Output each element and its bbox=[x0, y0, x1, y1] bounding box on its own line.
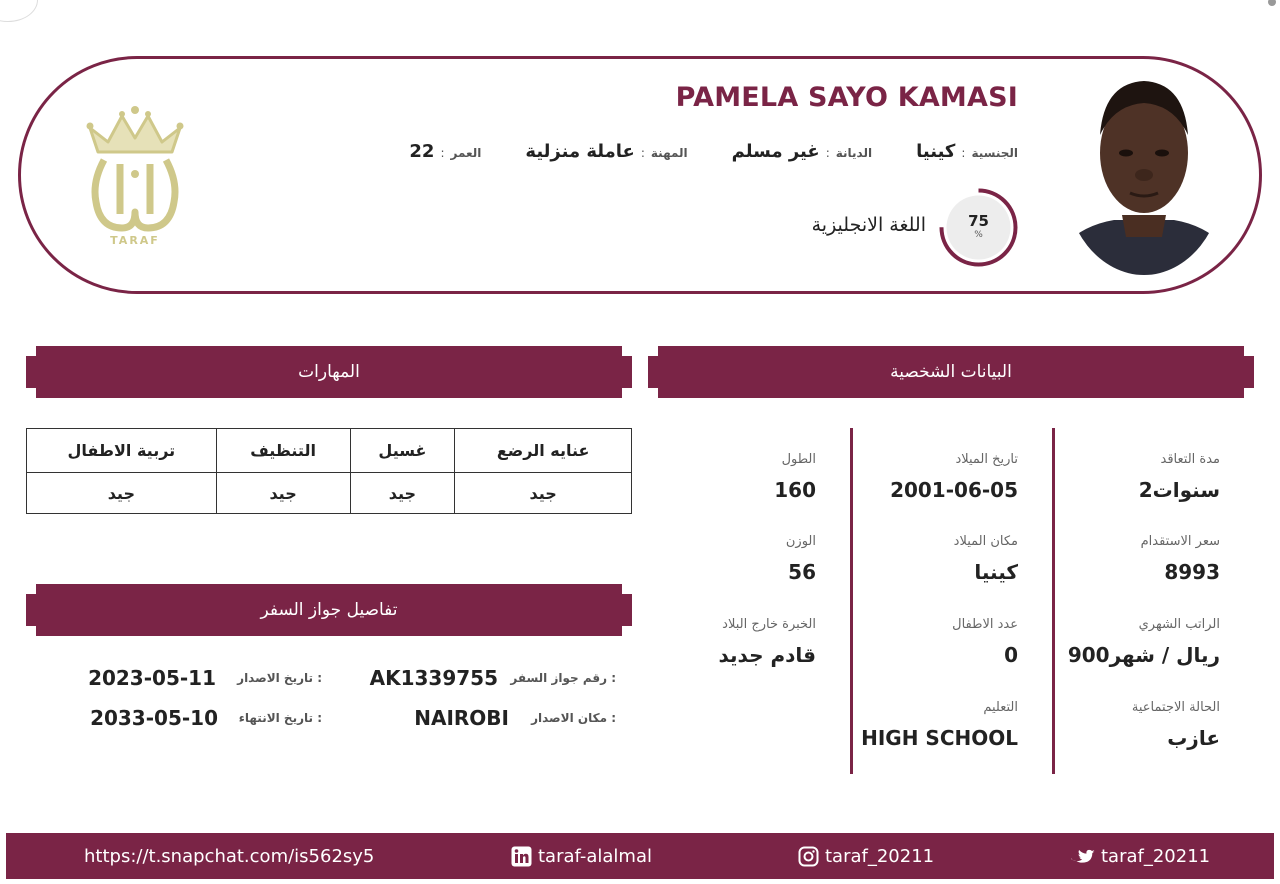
contract-duration-value: 2سنوات bbox=[1138, 478, 1220, 502]
language-percent: 75 bbox=[968, 212, 989, 230]
nationality-field bbox=[916, 141, 1018, 162]
passport-expiry-date-label: تاريخ الانتهاء : bbox=[238, 711, 322, 725]
passport-issue-place-label: مكان الاصدار : bbox=[531, 711, 616, 725]
monthly-salary-label: الراتب الشهري bbox=[1138, 617, 1220, 632]
marital-status-value: عازب bbox=[1167, 726, 1220, 750]
birth-place-label: مكان الميلاد bbox=[953, 534, 1018, 549]
profession-label: المهنة bbox=[650, 145, 688, 160]
passport-issue-date-value: 2023-05-11 bbox=[88, 666, 216, 690]
skill-value-cleaning: جيد bbox=[216, 473, 350, 514]
twitter-icon bbox=[1071, 846, 1095, 866]
nationality-value: كينيا bbox=[916, 140, 956, 162]
logo-wordmark: TARAF bbox=[110, 234, 160, 247]
education-label: التعليم bbox=[983, 700, 1018, 715]
passport-section-title: تفاصيل جواز السفر bbox=[260, 600, 398, 620]
skill-value-washing: جيد bbox=[350, 473, 455, 514]
nationality-label: الجنسية bbox=[971, 145, 1018, 160]
height-value: 160 bbox=[774, 478, 816, 502]
children-count-value: 0 bbox=[1004, 643, 1018, 667]
skills-section-header bbox=[26, 346, 632, 398]
monthly-salary-value: 900ريال / شهر bbox=[1067, 643, 1220, 667]
skills-value-row bbox=[27, 473, 632, 514]
religion-field bbox=[732, 141, 872, 162]
taraf-logo bbox=[82, 102, 188, 248]
birth-date-label: تاريخ الميلاد bbox=[955, 452, 1018, 467]
religion-label: الديانة bbox=[835, 145, 873, 160]
passport-number-label: رقم جواز السفر : bbox=[510, 671, 616, 685]
recruitment-price-value: 8993 bbox=[1164, 560, 1220, 584]
age-separator: : bbox=[440, 145, 445, 160]
personal-column-divider bbox=[1052, 428, 1055, 774]
passport-section-header bbox=[26, 584, 632, 636]
religion-value: غير مسلم bbox=[731, 140, 820, 162]
skills-header-row bbox=[27, 429, 632, 473]
linkedin-link[interactable] bbox=[511, 843, 652, 869]
profession-separator: : bbox=[640, 145, 645, 160]
skill-value-infant-care: جيد bbox=[455, 473, 632, 514]
weight-label: الوزن bbox=[785, 534, 816, 549]
scroll-indicator-dot bbox=[1268, 0, 1276, 6]
profession-field bbox=[525, 141, 687, 162]
linkedin-handle[interactable]: taraf-alalmal bbox=[538, 845, 652, 867]
education-value: HIGH SCHOOL bbox=[861, 726, 1018, 750]
recruitment-price-label: سعر الاستقدام bbox=[1140, 534, 1220, 549]
experience-abroad-label: الخبرة خارج البلاد bbox=[722, 617, 816, 632]
height-label: الطول bbox=[781, 452, 816, 467]
skill-value-childcare: جيد bbox=[27, 473, 217, 514]
age-label: العمر bbox=[450, 145, 482, 160]
language-label: اللغة الانجليزية bbox=[811, 214, 926, 236]
passport-issue-date-label: تاريخ الاصدار : bbox=[237, 671, 322, 685]
personal-column-divider bbox=[850, 428, 853, 774]
marital-status-label: الحالة الاجتماعية bbox=[1131, 700, 1220, 715]
skill-header-childcare: تربية الاطفال bbox=[27, 429, 217, 473]
birth-place-value: كينيا bbox=[974, 560, 1018, 584]
instagram-link[interactable] bbox=[798, 843, 934, 869]
language-percent-sign: % bbox=[974, 230, 983, 240]
age-value: 22 bbox=[409, 140, 435, 162]
worker-name: PAMELA SAYO KAMASI bbox=[675, 82, 1018, 113]
snapchat-link[interactable] bbox=[84, 843, 374, 869]
snapchat-url[interactable]: https://t.snapchat.com/is562sy5 bbox=[84, 845, 375, 867]
passport-number-value: AK1339755 bbox=[369, 666, 498, 690]
passport-expiry-date-value: 2033-05-10 bbox=[90, 706, 218, 730]
experience-abroad-value: قادم جديد bbox=[718, 643, 816, 667]
profession-value: عاملة منزلية bbox=[525, 140, 635, 162]
linkedin-icon bbox=[511, 846, 532, 867]
twitter-link[interactable] bbox=[1071, 843, 1210, 869]
personal-section-title: البيانات الشخصية bbox=[890, 362, 1012, 382]
skill-header-cleaning: التنظيف bbox=[216, 429, 350, 473]
skills-table bbox=[26, 428, 632, 514]
profile-photo bbox=[1064, 75, 1224, 275]
contract-duration-label: مدة التعاقد bbox=[1160, 452, 1220, 467]
passport-issue-place-value: NAIROBI bbox=[414, 706, 509, 730]
corner-decoration bbox=[0, 0, 38, 22]
religion-separator: : bbox=[825, 145, 830, 160]
personal-section-header bbox=[648, 346, 1254, 398]
birth-date-value: 2001-06-05 bbox=[890, 478, 1018, 502]
children-count-label: عدد الاطفال bbox=[952, 617, 1018, 632]
age-field bbox=[409, 141, 481, 162]
worker-summary-row bbox=[409, 138, 1018, 164]
instagram-icon bbox=[798, 846, 819, 867]
skill-header-infant-care: عنايه الرضع bbox=[455, 429, 632, 473]
weight-value: 56 bbox=[788, 560, 816, 584]
nationality-separator: : bbox=[961, 145, 966, 160]
skill-header-washing: غسيل bbox=[350, 429, 455, 473]
instagram-handle[interactable]: taraf_20211 bbox=[825, 845, 935, 867]
skills-section-title: المهارات bbox=[298, 362, 360, 382]
twitter-handle[interactable]: taraf_20211 bbox=[1101, 845, 1211, 867]
